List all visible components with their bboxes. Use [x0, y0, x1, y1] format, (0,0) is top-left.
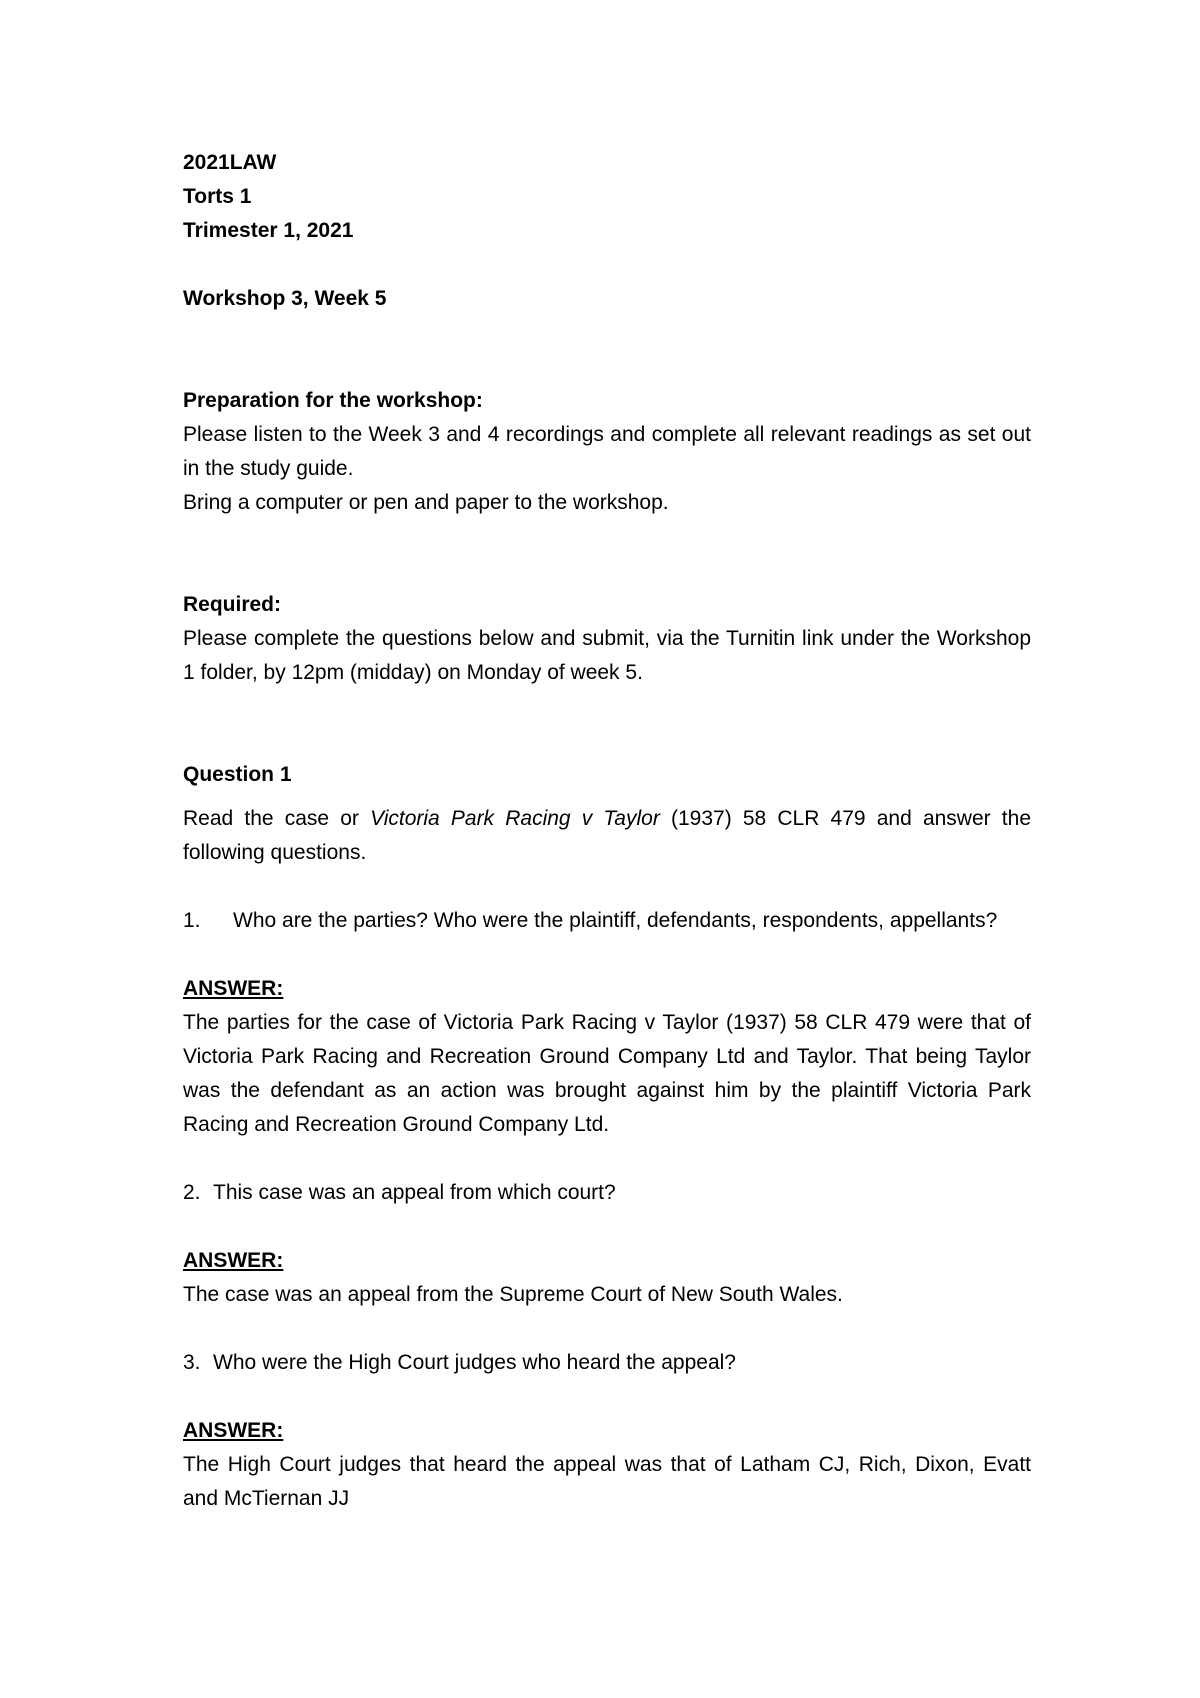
document-body [183, 146, 1031, 1516]
preparation-heading: Preparation for the workshop: [183, 389, 483, 412]
question-text: This case was an appeal from which court? [213, 1181, 616, 1204]
workshop-title: Workshop 3, Week 5 [183, 287, 387, 310]
required-paragraph: Please complete the questions below and submit, via the Turnitin link under the Workshop 1 folder, by 12pm (midday) on Monday of week 5. [183, 627, 1031, 684]
question-1-intro [183, 802, 1031, 870]
answer-text: The High Court judges that heard the appeal was that of Latham CJ, Rich, Dixon, Evatt and McTiernan JJ [183, 1453, 1031, 1510]
answer-label: ANSWER: [183, 977, 284, 1000]
question-1-heading: Question 1 [183, 763, 292, 786]
answer-text: The parties for the case of Victoria Park Racing v Taylor (1937) 58 CLR 479 were that of Victoria Park Racing and Recreation Ground Company Ltd and Taylor. That being Taylor was the defendant as an action was brought against him by the plaintiff Victoria Park Racing and Recreation Ground Company Ltd. [183, 1011, 1031, 1136]
intro-prefix: Read the case or [183, 807, 371, 830]
required-heading: Required: [183, 593, 282, 616]
preparation-paragraph-2: Bring a computer or pen and paper to the workshop. [183, 491, 669, 514]
answer-label: ANSWER: [183, 1419, 284, 1442]
preparation-paragraph-1: Please listen to the Week 3 and 4 recordings and complete all relevant readings as set out in the study guide. [183, 423, 1031, 480]
question-item-3 [183, 1346, 1031, 1380]
answer-label: ANSWER: [183, 1249, 284, 1272]
question-number: 2. [183, 1181, 201, 1204]
course-name: Torts 1 [183, 185, 252, 208]
question-text: Who were the High Court judges who heard the appeal? [213, 1351, 736, 1374]
question-number: 3. [183, 1351, 201, 1374]
question-item-1 [183, 904, 1031, 938]
question-number: 1. [183, 909, 201, 932]
intro-suffix: (1937) 58 CLR 479 and answer the following questions. [183, 807, 1032, 864]
term: Trimester 1, 2021 [183, 219, 354, 242]
case-name: Victoria Park Racing v Taylor [370, 807, 660, 830]
question-text: Who are the parties? Who were the plaintiff, defendants, respondents, appellants? [233, 909, 998, 932]
course-code: 2021LAW [183, 151, 277, 174]
answer-text: The case was an appeal from the Supreme Court of New South Wales. [183, 1283, 843, 1306]
question-item-2 [183, 1176, 1031, 1210]
